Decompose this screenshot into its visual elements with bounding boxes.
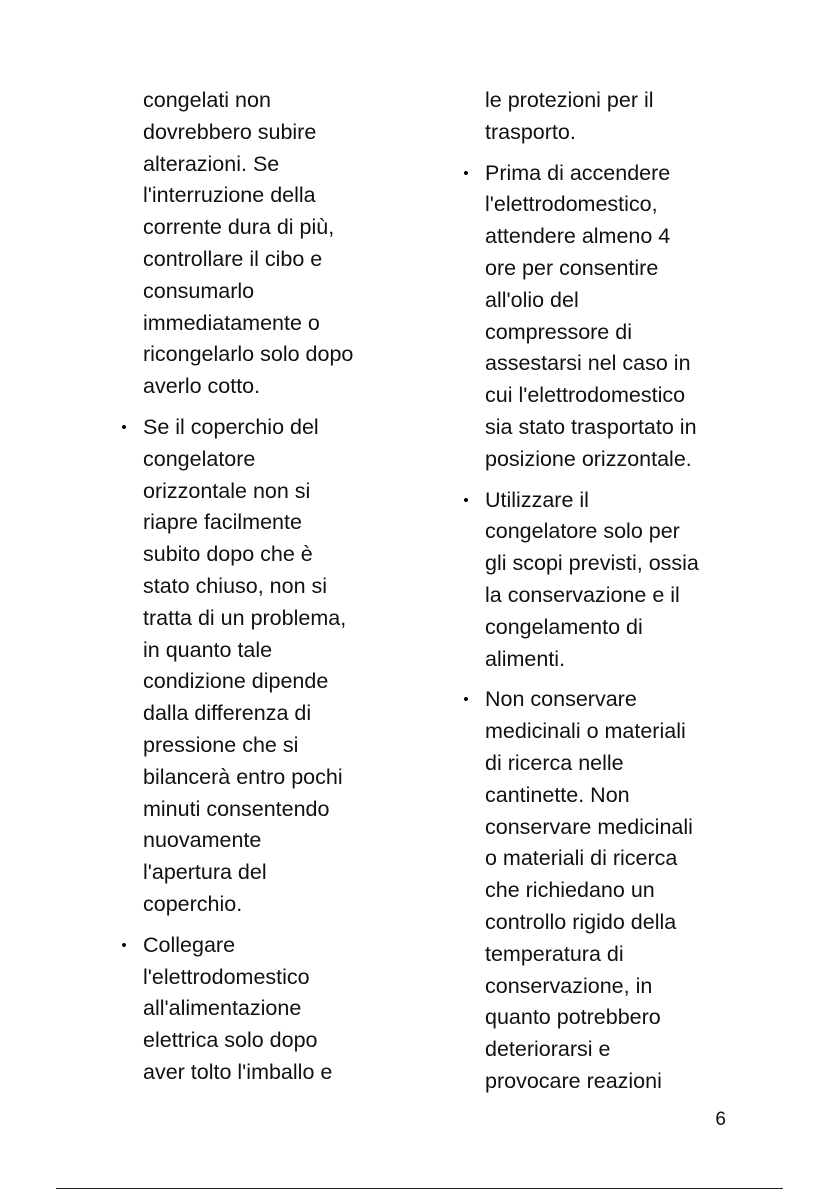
text-line: cui l'elettrodomestico [485,383,686,408]
footer-divider [56,1188,783,1189]
text-line: minuti consentendo [143,796,330,821]
bullet-icon: • [463,164,469,182]
left-column [113,85,403,1098]
text-line: trasporto. [485,119,576,144]
text-line: Collegare [143,932,236,957]
text-line: congelati non [143,88,271,112]
text-line: in quanto tale [143,637,273,662]
text-line: le protezioni per il [485,88,654,112]
text-line: Se il coperchio del [143,414,319,439]
text-line: dovrebbero subire [143,119,317,144]
text-line: alterazioni. Se [143,151,280,176]
text-line: ore per consentire [485,255,659,280]
text-line: che richiedano un [485,878,655,903]
continued-paragraph [113,85,403,403]
text-line: sia stato trasportato in [485,414,697,439]
text-line: alimenti. [485,646,566,671]
continued-paragraph [455,85,755,149]
text-line: conservare medicinali [485,814,693,839]
text-line: provocare reazioni [485,1068,662,1093]
text-line: riapre facilmente [143,510,302,535]
text-line: gli scopi previsti, ossia [485,551,699,576]
text-line: o materiali di ricerca [485,846,678,871]
text-line: conservazione, in [485,973,653,998]
text-line: la conservazione e il [485,582,680,607]
bullet-icon: • [463,691,469,709]
text-line: l'interruzione della [143,183,316,208]
text-line: averlo cotto. [143,374,261,399]
text-line: controllo rigido della [485,909,677,934]
page-number: 6 [715,1109,726,1130]
text-line: dalla differenza di [143,701,312,726]
text-line: elettrica solo dopo [143,1028,318,1053]
text-line: di ricerca nelle [485,750,624,775]
text-line: deteriorarsi e [485,1037,611,1062]
text-line: pressione che si [143,732,299,757]
text-line: immediatamente o [143,310,320,335]
text-line: assestarsi nel caso in [485,351,691,376]
text-line: congelamento di [485,614,643,639]
bullet-list-item [455,485,755,676]
text-line: coperchio. [143,891,243,916]
bullet-list-item [455,684,755,1097]
bullet-icon: • [463,491,469,509]
text-line: nuovamente [143,828,262,853]
text-line: controllare il cibo e [143,246,323,271]
right-column [455,85,755,1107]
text-line: congelatore solo per [485,519,680,544]
text-line: corrente dura di più, [143,215,335,240]
bullet-icon: • [121,418,127,436]
text-line: ricongelarlo solo dopo [143,342,354,367]
text-line: Utilizzare il [485,487,589,512]
text-line: l'apertura del [143,860,267,885]
text-line: Non conservare [485,687,637,712]
text-line: Prima di accendere [485,160,671,185]
bullet-list-item [113,930,403,1089]
bullet-list-item [455,158,755,476]
bullet-icon: • [121,936,127,954]
text-line: l'elettrodomestico, [485,192,658,217]
text-line: tratta di un problema, [143,605,347,630]
text-line: aver tolto l'imballo e [143,1059,333,1084]
text-line: condizione dipende [143,669,329,694]
text-line: cantinette. Non [485,782,630,807]
text-line: orizzontale non si [143,478,311,503]
text-line: all'alimentazione [143,996,302,1021]
text-line: medicinali o materiali [485,719,686,744]
text-line: consumarlo [143,278,255,303]
bullet-list-item [113,412,403,921]
text-line: posizione orizzontale. [485,446,692,471]
text-line: all'olio del [485,287,579,312]
text-line: compressore di [485,319,632,344]
text-line: quanto potrebbero [485,1005,661,1030]
text-line: bilancerà entro pochi [143,764,343,789]
text-line: subito dopo che è [143,542,313,567]
text-line: congelatore [143,446,256,471]
text-line: stato chiuso, non si [143,573,328,598]
text-line: attendere almeno 4 [485,224,671,249]
text-line: l'elettrodomestico [143,964,310,989]
text-line: temperatura di [485,941,624,966]
